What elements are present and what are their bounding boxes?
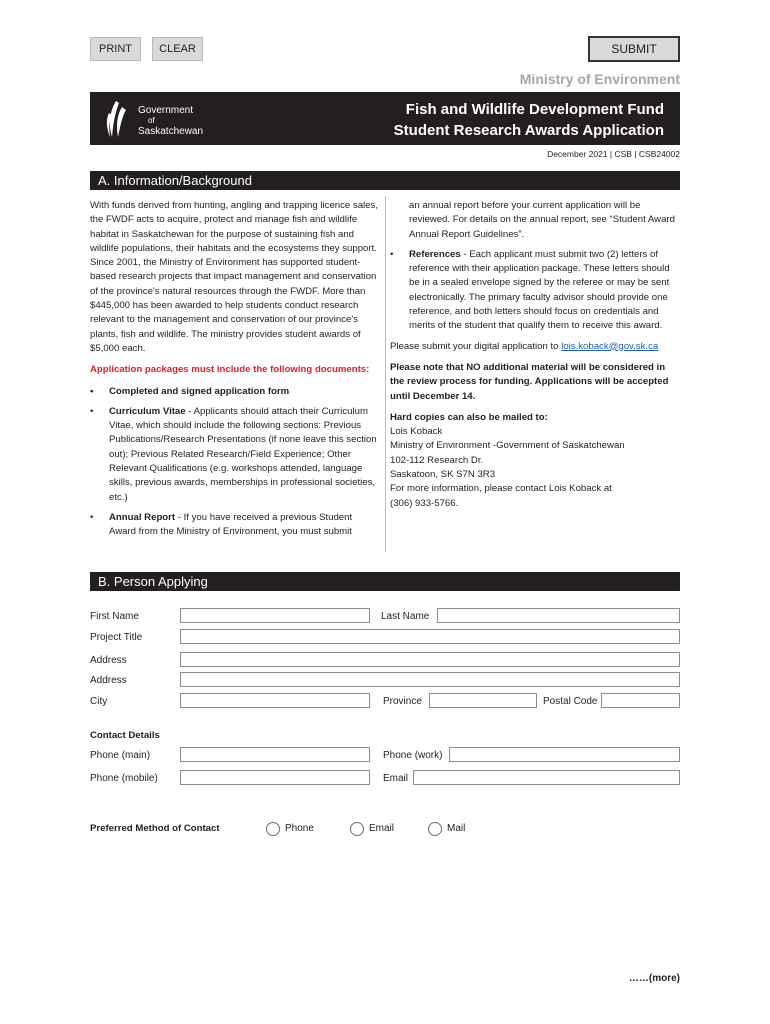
wheat-logo-icon [104,99,136,139]
packages-heading: Application packages must include the following documents: [90,364,370,376]
ministry-label: Ministry of Environment [519,71,680,87]
government-logo [104,99,214,139]
phone-main-label: Phone (main) [90,750,151,761]
section-a-header [90,171,680,190]
email-link[interactable]: lois.koback@gov.sk.ca [561,340,659,352]
print-button[interactable]: PRINT [90,37,141,61]
submit-instructions: Please submit your digital application to lois.koback@gov.sk.ca [390,340,659,352]
section-b-title: B. Person Applying [98,574,208,589]
logo-text-saskatchewan: Saskatchewan [138,126,204,137]
first-name-field[interactable] [180,608,370,623]
address1-field[interactable] [180,652,680,667]
header-banner [90,92,680,145]
logo-text-of: of [148,116,155,125]
project-title-label: Project Title [90,632,143,643]
email-radio[interactable] [350,822,364,836]
province-label: Province [383,696,422,707]
email-radio-label: Email [369,823,395,834]
address2-field[interactable] [180,672,680,687]
section-b-header [90,572,680,591]
first-name-label: First Name [90,611,139,622]
postal-code-label: Postal Code [543,696,598,707]
mailing-address: Hard copies can also be mailed to: Lois Koback Ministry of Environment -Government of Saskatchewan 102-112 Research Dr. Saskatoon, SK S7N 3R3 For more information, please contact Lois Koback at (306) 933-5766. [390,411,625,509]
section-a-title: A. Information/Background [98,173,252,188]
city-field[interactable] [180,693,370,708]
phone-work-field[interactable] [449,747,680,762]
last-name-field[interactable] [437,608,680,623]
project-title-field[interactable] [180,629,680,644]
preferred-contact-label: Preferred Method of Contact [90,823,220,834]
list-item: • Curriculum Vitae - Applicants should attach their Curriculum Vitae, which should include the following sections: Previous Publications/Research Presentations (if none leave this section out); Previous Related Research/Field Experience; Other Relevant Qualifications (e.g. workshops attended, language skills, previous awards, memberships in professional societies, etc.) [90,405,380,505]
clear-button[interactable]: CLEAR [152,37,203,61]
form-title-line1: Fish and Wildlife Development Fund [405,101,664,118]
phone-mobile-field[interactable] [180,770,370,785]
deadline-note: Please note that NO additional material will be considered in the review process for funding. Applications will be accepted until December 14. [390,361,669,402]
list-item: • Annual Report - If you have received a previous Student Award from the Ministry of Environment, you must submit [90,511,380,540]
contact-details-heading: Contact Details [90,730,160,741]
phone-mobile-label: Phone (mobile) [90,773,158,784]
address2-label: Address [90,675,127,686]
list-item-continued: an annual report before your current application will be reviewed. For details on the annual report, see “Student Award Annual Report Guidelines”. [409,200,675,240]
mail-radio-label: Mail [447,823,466,834]
email-label: Email [383,773,409,784]
more-indicator: ……(more) [628,973,680,984]
address1-label: Address [90,655,127,666]
email-field[interactable] [413,770,680,785]
mail-radio[interactable] [428,822,442,836]
postal-code-field[interactable] [601,693,680,708]
phone-work-label: Phone (work) [383,750,443,761]
section-a-left-column [90,199,380,546]
province-field[interactable] [429,693,537,708]
section-a-right-column [390,199,682,511]
logo-text-government: Government [138,105,194,116]
form-title-line2: Student Research Awards Application [393,122,664,139]
last-name-label: Last Name [381,611,430,622]
list-item: • Completed and signed application form [90,385,380,399]
phone-radio[interactable] [266,822,280,836]
form-date-code: December 2021 | CSB | CSB24002 [547,149,680,159]
phone-main-field[interactable] [180,747,370,762]
intro-paragraph: With funds derived from hunting, angling and trapping licence sales, the FWDF acts to acquire, protect and manage fish and wildlife habitat in Saskatchewan for the purpose of sustaining fish and wildlife populations, their habitats and the ecosystems they support. Since 2001, the Ministry of Environment has supported student-based research projects that impact management and conservation of the province's natural resources through the FWDF. More than $445,000 has been awarded to help students conduct research relevant to the management and conservation of our province's plants, fish and wildlife. The ministry provides student awards of $5,000 each. [90,200,378,354]
column-divider [385,196,386,552]
city-label: City [90,696,108,707]
submit-button[interactable]: SUBMIT [588,36,680,62]
phone-radio-label: Phone [285,823,314,834]
list-item: • References - Each applicant must submit two (2) letters of reference with their application package. These letters should be in a sealed envelope signed by the referee or may be sent electronically. The primary faculty advisor should provide one reference, and both letters should focus on credentials and merits of the student that qualify them to receive this award. [390,248,682,334]
